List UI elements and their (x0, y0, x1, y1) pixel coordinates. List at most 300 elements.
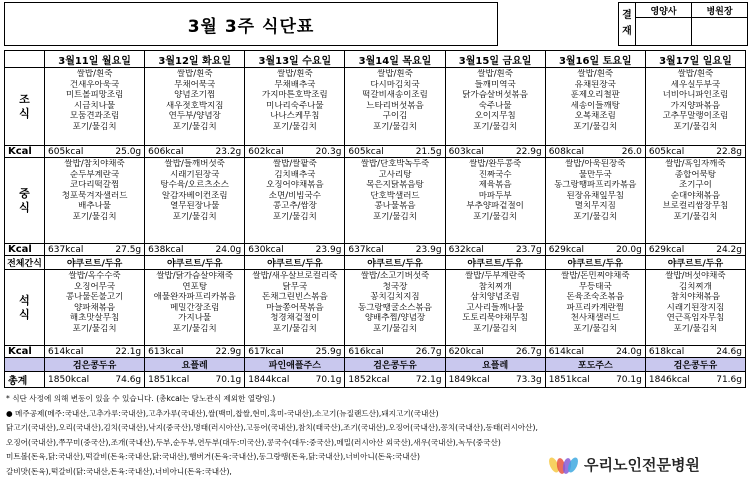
dish-item: 포기/물김치 (673, 121, 718, 132)
dish-item: 연근흑임자무침 (666, 313, 725, 324)
dish-item: 포기/물김치 (473, 323, 518, 334)
dish-item: 오이지무침 (474, 111, 516, 122)
dish-item: 순대야채볶음 (670, 190, 721, 201)
protein-value: 24.6g (716, 346, 742, 357)
snack2-row (5, 358, 746, 372)
day-header-row (5, 51, 746, 68)
dish-item: 제육볶음 (478, 180, 512, 191)
dish-item: 쌀밥/버섯야채죽 (665, 271, 726, 281)
totals-values (446, 375, 545, 385)
lunch_kcal-cell (645, 244, 745, 256)
breakfast_kcal-cell (345, 146, 445, 158)
protein-value: 23.9g (415, 244, 442, 255)
dish-item: 연포탕 (182, 281, 208, 292)
dish-item: 배추나물 (78, 201, 111, 212)
dish-item: 마파두부 (478, 190, 512, 201)
dish-item: 닭무국 (282, 281, 308, 292)
dish-item: 양념조기찜 (174, 90, 216, 101)
protein-value: 70.1g (616, 374, 642, 385)
menu-table (4, 50, 746, 388)
totals-values (145, 375, 244, 385)
protein-value: 23.7g (515, 244, 542, 255)
page-title: 3월 3주 식단표 (4, 2, 498, 46)
dish-item: 포기/물김치 (172, 121, 217, 132)
dinner_kcal-cell (145, 346, 245, 358)
dish-item: 메밀간장조림 (170, 302, 220, 313)
kcal-value: 1851kcal (148, 374, 190, 385)
dish-item: 열무된장나물 (170, 201, 220, 212)
approval-label-top: 결 (622, 10, 632, 21)
breakfast-cell (345, 68, 445, 146)
dinner-cell (45, 270, 145, 346)
breakfast-cell (545, 68, 645, 146)
protein-value: 73.3g (515, 374, 542, 385)
dish-item: 건새우아욱국 (69, 79, 120, 90)
dish-item: 동그랑땡파프리카볶음 (554, 180, 637, 191)
breakfast_kcal-values (446, 147, 545, 157)
breakfast_kcal-values (45, 147, 144, 157)
breakfast-row (5, 68, 746, 146)
dish-item: 쌀밥/옥수수죽 (68, 271, 121, 281)
dish-item: 멸치무지짐 (574, 201, 616, 212)
dish-item: 포기/물김치 (373, 323, 417, 334)
dinner_kcal-values (45, 347, 144, 357)
kcal-value: 605kcal (48, 146, 84, 157)
dinner-cell (645, 270, 745, 346)
breakfast_kcal-values (646, 147, 745, 157)
dish-item: 쌀밥/흰죽 (76, 69, 113, 79)
approval-director-label: 병원장 (692, 3, 747, 18)
dish-item: 시금치나물 (74, 100, 116, 111)
dish-item: 탕수육/오르츠소스 (160, 180, 229, 191)
breakfast-label-top: 조 (19, 92, 30, 106)
dish-item: 종합어묵탕 (674, 169, 716, 180)
approval-box (618, 2, 748, 46)
dish-item: 삼치양념조림 (470, 292, 520, 303)
dish-item: 꽁치김치지짐 (370, 292, 420, 303)
snack1-cell: 야쿠르트/두유 (345, 256, 445, 270)
dish-item: 마늘쫑어묵볶음 (266, 302, 324, 313)
breakfast_kcal-row (5, 146, 746, 158)
dish-item: 콩나물볶음 (374, 201, 416, 212)
dish-item: 쌀밥/흰죽 (276, 69, 313, 79)
lunch-row (5, 158, 746, 244)
kcal-value: 608kcal (548, 146, 585, 157)
lunch_kcal-row (5, 244, 746, 256)
dish-item: 쌀밥/들깨버섯죽 (164, 159, 225, 169)
dish-item: 쌀밥/흰죽 (176, 69, 213, 79)
lunch_kcal-cell (445, 244, 545, 256)
breakfast_kcal-cell (445, 146, 545, 158)
dish-item: 포기/물김치 (673, 211, 718, 222)
dish-item: 떡갈비새송이조림 (362, 90, 428, 101)
breakfast_kcal-label: Kcal (5, 146, 45, 158)
note-line: 갈비맛(돈육),떡갈비(닭:국내산,돈육:국내산),너비아니(돈육:국내산), (6, 466, 232, 476)
snack1-label: 전체간식 (5, 256, 45, 270)
note-line: 오징어(국내산),쭈꾸미(중국산),조개(국내산),두부,순두부,연두부(대두:미국산),콩국수(대두:중국산),메밀(러시아산 외국산),새우(국내산),녹두(중국산) (6, 437, 501, 447)
dish-item: 쌀밥/두부계란죽 (464, 271, 526, 281)
dish-item: 쌀밥/완두콩죽 (469, 159, 522, 169)
dinner-cell (545, 270, 645, 346)
snack1-cell: 야쿠르트/두유 (245, 256, 345, 270)
protein-value: 70.1g (215, 374, 242, 385)
dish-item: 양파채볶음 (74, 302, 116, 313)
breakfast_kcal-values (345, 147, 444, 157)
kcal-value: 605kcal (648, 146, 685, 157)
dinner-cell (445, 270, 545, 346)
breakfast_kcal-values (245, 147, 344, 157)
dish-item: 미나리숙주나물 (266, 100, 324, 111)
dish-item: 포기/물김치 (272, 211, 317, 222)
protein-value: 74.6g (115, 374, 142, 385)
totals-values (45, 375, 144, 385)
dinner-label-top: 석 (19, 293, 30, 307)
dish-item: 진짜국수 (478, 169, 512, 180)
dinner_kcal-values (245, 347, 344, 357)
snack1-cell: 야쿠르트/두유 (145, 256, 245, 270)
dinner-cell (145, 270, 245, 346)
lunch-cell (645, 158, 745, 244)
dish-item: 코다리떡갈찜 (69, 180, 120, 191)
snack2-cell: 검은콩두유 (645, 358, 745, 372)
breakfast-cell (645, 68, 745, 146)
dish-item: 김치찌개 (678, 281, 712, 292)
dish-item: 새우젓호박지짐 (165, 100, 224, 111)
snack1-cell: 야쿠르트/두유 (645, 256, 745, 270)
dinner_kcal-label: Kcal (5, 346, 45, 358)
snack2-label (5, 358, 45, 372)
dish-item: 쌀밥/흰죽 (577, 69, 614, 79)
lunch_kcal-values (245, 245, 344, 255)
dish-item: 포기/물김치 (272, 323, 317, 334)
protein-value: 22.9g (215, 346, 242, 357)
breakfast-cell (145, 68, 245, 146)
dinner-label (5, 270, 45, 346)
dish-item: 세송이들깨탕 (570, 100, 620, 111)
dinner_kcal-cell (345, 346, 445, 358)
snack1-cell: 야쿠르트/두유 (445, 256, 545, 270)
dish-item: 물만두국 (578, 169, 612, 180)
dish-item: 도토리묵야채무침 (462, 313, 528, 324)
dish-item: 가지양파볶음 (670, 100, 721, 111)
dish-item: 포기/물김치 (172, 211, 217, 222)
snack2-cell: 포도주스 (545, 358, 645, 372)
approval-dietitian-label: 영양사 (636, 3, 691, 18)
lunch_kcal-values (345, 245, 444, 255)
lunch_kcal-values (646, 245, 745, 255)
protein-value: 72.1g (415, 374, 442, 385)
kcal-value: 1846kcal (648, 374, 690, 385)
dish-item: 동그랑땡굴소스볶음 (358, 302, 432, 313)
hospital-name: 우리노인전문병원 (584, 455, 700, 474)
protein-value: 21.5g (415, 146, 442, 157)
kcal-value: 606kcal (148, 146, 184, 157)
protein-value: 22.1g (115, 346, 142, 357)
protein-value: 22.8g (716, 146, 742, 157)
dinner-cell (345, 270, 445, 346)
dinner-row (5, 270, 746, 346)
snack1-row (5, 256, 746, 270)
breakfast_kcal-values (145, 147, 244, 157)
protein-value: 25.9g (315, 346, 342, 357)
dish-item: 돈채그린빈스볶음 (262, 292, 328, 303)
dish-item: 애물완자파프리카볶음 (153, 292, 236, 303)
breakfast-cell (445, 68, 545, 146)
dish-item: 된장유채잎무침 (566, 190, 625, 201)
dish-item: 포기/물김치 (72, 323, 117, 334)
kcal-value: 629kcal (648, 244, 685, 255)
dish-item: 포기/물김치 (573, 121, 618, 132)
dish-item: 쌀밥/새우살브로컬리죽 (252, 271, 338, 281)
lunch_kcal-cell (545, 244, 645, 256)
kcal-value: 605kcal (348, 146, 384, 157)
dish-item: 콩나물돈불고기 (65, 292, 124, 303)
totals-cell (145, 372, 245, 388)
kcal-value: 603kcal (448, 146, 484, 157)
dish-item: 포기/물김치 (473, 211, 518, 222)
breakfast_kcal-cell (645, 146, 745, 158)
kcal-value: 1851kcal (548, 374, 590, 385)
dish-item: 시래기된장지짐 (666, 302, 725, 313)
header-corner (5, 51, 45, 68)
dish-item: 가지마튼호박조림 (262, 90, 328, 101)
snack1-cell: 야쿠르트/두유 (545, 256, 645, 270)
kcal-value: 617kcal (248, 346, 284, 357)
dish-item: 연두부/양념장 (168, 111, 221, 122)
dish-item: 포기/물김치 (72, 211, 117, 222)
dinner_kcal-row (5, 346, 746, 358)
lunch-cell (245, 158, 345, 244)
dish-item: 가지나물 (178, 313, 212, 324)
kcal-value: 629kcal (548, 244, 585, 255)
dish-item: 나나스케무침 (270, 111, 320, 122)
protein-value: 70.1g (315, 374, 342, 385)
protein-value: 26.0 (621, 146, 642, 157)
dish-item: 브로컬리쌈장무침 (662, 201, 729, 212)
kcal-value: 1850kcal (48, 374, 90, 385)
totals-cell (345, 372, 445, 388)
protein-value: 23.2g (215, 146, 242, 157)
dish-item: 고추무말랭이조림 (662, 111, 729, 122)
kcal-value: 618kcal (648, 346, 685, 357)
kcal-value: 1849kcal (448, 374, 490, 385)
lunch_kcal-cell (45, 244, 145, 256)
dish-item: 순두부계란국 (69, 169, 120, 180)
totals-cell (45, 372, 145, 388)
dish-item: 오징어야채볶음 (266, 180, 324, 191)
dinner_kcal-cell (245, 346, 345, 358)
dish-item: 너비아니파인조림 (662, 90, 729, 101)
protein-value: 24.2g (716, 244, 742, 255)
kcal-value: 616kcal (348, 346, 384, 357)
breakfast_kcal-values (546, 147, 645, 157)
dish-item: 포기/물김치 (373, 121, 417, 132)
totals-values (245, 375, 344, 385)
protein-value: 23.9g (315, 244, 342, 255)
dish-item: 천사채샐러드 (570, 313, 620, 324)
dish-item: 청국장 (382, 281, 408, 292)
dinner_kcal-cell (45, 346, 145, 358)
dish-item: 파프리카계란찜 (566, 302, 625, 313)
dish-item: 양배추찜/양념장 (364, 313, 426, 324)
dish-item: 시래기된장국 (170, 169, 220, 180)
dish-item: 포기/물김치 (573, 211, 618, 222)
dish-item: 무등태국 (578, 281, 612, 292)
dish-item: 닭가슴살버섯볶음 (462, 90, 528, 101)
lunch-cell (545, 158, 645, 244)
day-header: 3월16일 토요일 (545, 51, 645, 68)
dish-item: 쌀밥/단호박녹두죽 (360, 159, 430, 169)
dish-item: 쌀밥/돈민찌야채죽 (560, 271, 630, 281)
dish-item: 쌀밥/닭가슴살야채죽 (156, 271, 234, 281)
approval-label-bottom: 재 (622, 26, 632, 37)
lunch-cell (345, 158, 445, 244)
kcal-value: 632kcal (448, 244, 484, 255)
dish-item: 소면/비빔국수 (268, 190, 321, 201)
day-header: 3월13일 수요일 (245, 51, 345, 68)
kcal-value: 602kcal (248, 146, 284, 157)
protein-value: 71.6g (716, 374, 742, 385)
lunch_kcal-cell (345, 244, 445, 256)
lunch_kcal-label: Kcal (5, 244, 45, 256)
kcal-value: 630kcal (248, 244, 284, 255)
dish-item: 목은지닭볶음탕 (366, 180, 424, 191)
day-header: 3월15일 금요일 (445, 51, 545, 68)
dish-item: 훈제오리철판 (570, 90, 620, 101)
dish-item: 쌀밥/흰죽 (377, 69, 413, 79)
protein-value: 20.0g (616, 244, 642, 255)
lunch-label-bottom: 식 (19, 200, 30, 214)
totals-values (345, 375, 444, 385)
dish-item: 숙주나물 (478, 100, 512, 111)
dinner_kcal-cell (645, 346, 745, 358)
dish-item: 쌀밥/참치야채죽 (64, 159, 125, 169)
dish-item: 쌀밥/아욱된장죽 (565, 159, 626, 169)
breakfast_kcal-cell (245, 146, 345, 158)
kcal-value: 620kcal (448, 346, 484, 357)
breakfast-label (5, 68, 45, 146)
totals-values (646, 375, 745, 385)
breakfast-label-bottom: 식 (19, 106, 30, 120)
dinner_kcal-values (446, 347, 545, 357)
dish-item: 포기/물김치 (272, 121, 317, 132)
kcal-value: 1844kcal (248, 374, 290, 385)
day-header: 3월14일 목요일 (345, 51, 445, 68)
dinner_kcal-values (345, 347, 444, 357)
snack2-cell: 검은콩두유 (45, 358, 145, 372)
note-line: 닭고기(국내산),오리(국내산),김치(국내산),낙지(중국산),명태(러시아산),고등어(국내산),참치(태국산),조기(국내산),오징어(국내산),꽁치(국내산),동태(러시아산), (6, 423, 538, 433)
dinner_kcal-cell (545, 346, 645, 358)
lunch_kcal-cell (245, 244, 345, 256)
dish-item: 구이김 (382, 111, 408, 122)
breakfast_kcal-cell (145, 146, 245, 158)
breakfast-cell (45, 68, 145, 146)
approval-label (619, 3, 636, 45)
dish-item: 느타리버섯볶음 (366, 100, 424, 111)
kcal-value: 614kcal (548, 346, 585, 357)
snack1-cell: 야쿠르트/두유 (45, 256, 145, 270)
day-header: 3월12일 화요일 (145, 51, 245, 68)
dish-item: 알감자베이컨조림 (161, 190, 228, 201)
totals-cell (445, 372, 545, 388)
protein-value: 25.0g (115, 146, 142, 157)
dish-item: 쌀밥/흰죽 (477, 69, 513, 79)
lunch-cell (445, 158, 545, 244)
dish-item: 들깨미역국 (474, 79, 516, 90)
hospital-logo (548, 452, 748, 476)
approval-director (692, 3, 747, 45)
protein-value: 22.9g (515, 146, 542, 157)
breakfast-cell (245, 68, 345, 146)
dish-item: 포기/물김치 (573, 323, 618, 334)
kcal-value: 614kcal (48, 346, 84, 357)
dinner-label-bottom: 식 (19, 307, 30, 321)
snack2-cell: 요플레 (445, 358, 545, 372)
breakfast_kcal-cell (45, 146, 145, 158)
lunch_kcal-values (45, 245, 144, 255)
lunch_kcal-cell (145, 244, 245, 256)
lunch-cell (145, 158, 245, 244)
protein-value: 24.0g (215, 244, 242, 255)
kcal-value: 638kcal (148, 244, 184, 255)
dish-item: 오복채조림 (574, 111, 616, 122)
totals-cell (245, 372, 345, 388)
kcal-value: 637kcal (348, 244, 384, 255)
protein-value: 26.7g (515, 346, 542, 357)
lunch_kcal-values (446, 245, 545, 255)
note-line: * 식단 사정에 의해 변동이 있을 수 있습니다. (총kcal는 당노관식 제외한 열량임.) (6, 394, 276, 403)
kcal-value: 613kcal (148, 346, 184, 357)
protein-value: 24.0g (616, 346, 642, 357)
dish-item: 고사리탕 (378, 169, 412, 180)
snack2-cell: 파인애플주스 (245, 358, 345, 372)
dish-item: 세우실두부국 (670, 79, 721, 90)
dish-item: 오징어무국 (74, 281, 116, 292)
dinner_kcal-values (646, 347, 745, 357)
dish-item: 콩고추/쌈장 (272, 201, 317, 212)
protein-value: 20.3g (315, 146, 342, 157)
dish-item: 청포묵겨자샐러드 (61, 190, 128, 201)
dish-item: 김치배추국 (274, 169, 316, 180)
dish-item: 쌀밥/소고기버섯죽 (360, 271, 430, 281)
dish-item: 무채어묵국 (174, 79, 216, 90)
dish-item: 포기/물김치 (673, 323, 718, 334)
protein-value: 27.5g (115, 244, 142, 255)
totals-label: 총계 (5, 372, 45, 388)
kcal-value: 637kcal (48, 244, 84, 255)
day-header: 3월17일 일요일 (645, 51, 745, 68)
dish-item: 미트볼피망조림 (65, 90, 124, 101)
totals-values (546, 375, 645, 385)
dinner-cell (245, 270, 345, 346)
note-line: ● 메주공제(메주:국내산,고추가루:국내산),고추가루(국내산),쌀(백미,찹쌀,현미,흑미-국내산),소고기(뉴질랜드산),돼지고기(국내산) (6, 408, 439, 418)
kcal-value: 1852kcal (348, 374, 390, 385)
lunch-cell (45, 158, 145, 244)
day-header: 3월11일 월요일 (45, 51, 145, 68)
snack2-cell: 검은콩두유 (345, 358, 445, 372)
dish-item: 돈육조숙조볶음 (566, 292, 625, 303)
breakfast_kcal-cell (545, 146, 645, 158)
snack2-cell: 요플레 (145, 358, 245, 372)
dish-item: 포기/물김치 (473, 121, 518, 132)
dish-item: 포기/물김치 (373, 211, 417, 222)
dish-item: 모둠견과조림 (69, 111, 120, 122)
lunch-label (5, 158, 45, 244)
dish-item: 쌀밥/쌀팥죽 (272, 159, 317, 169)
dish-item: 유채된장국 (574, 79, 616, 90)
approval-dietitian (636, 3, 692, 45)
totals-cell (645, 372, 745, 388)
